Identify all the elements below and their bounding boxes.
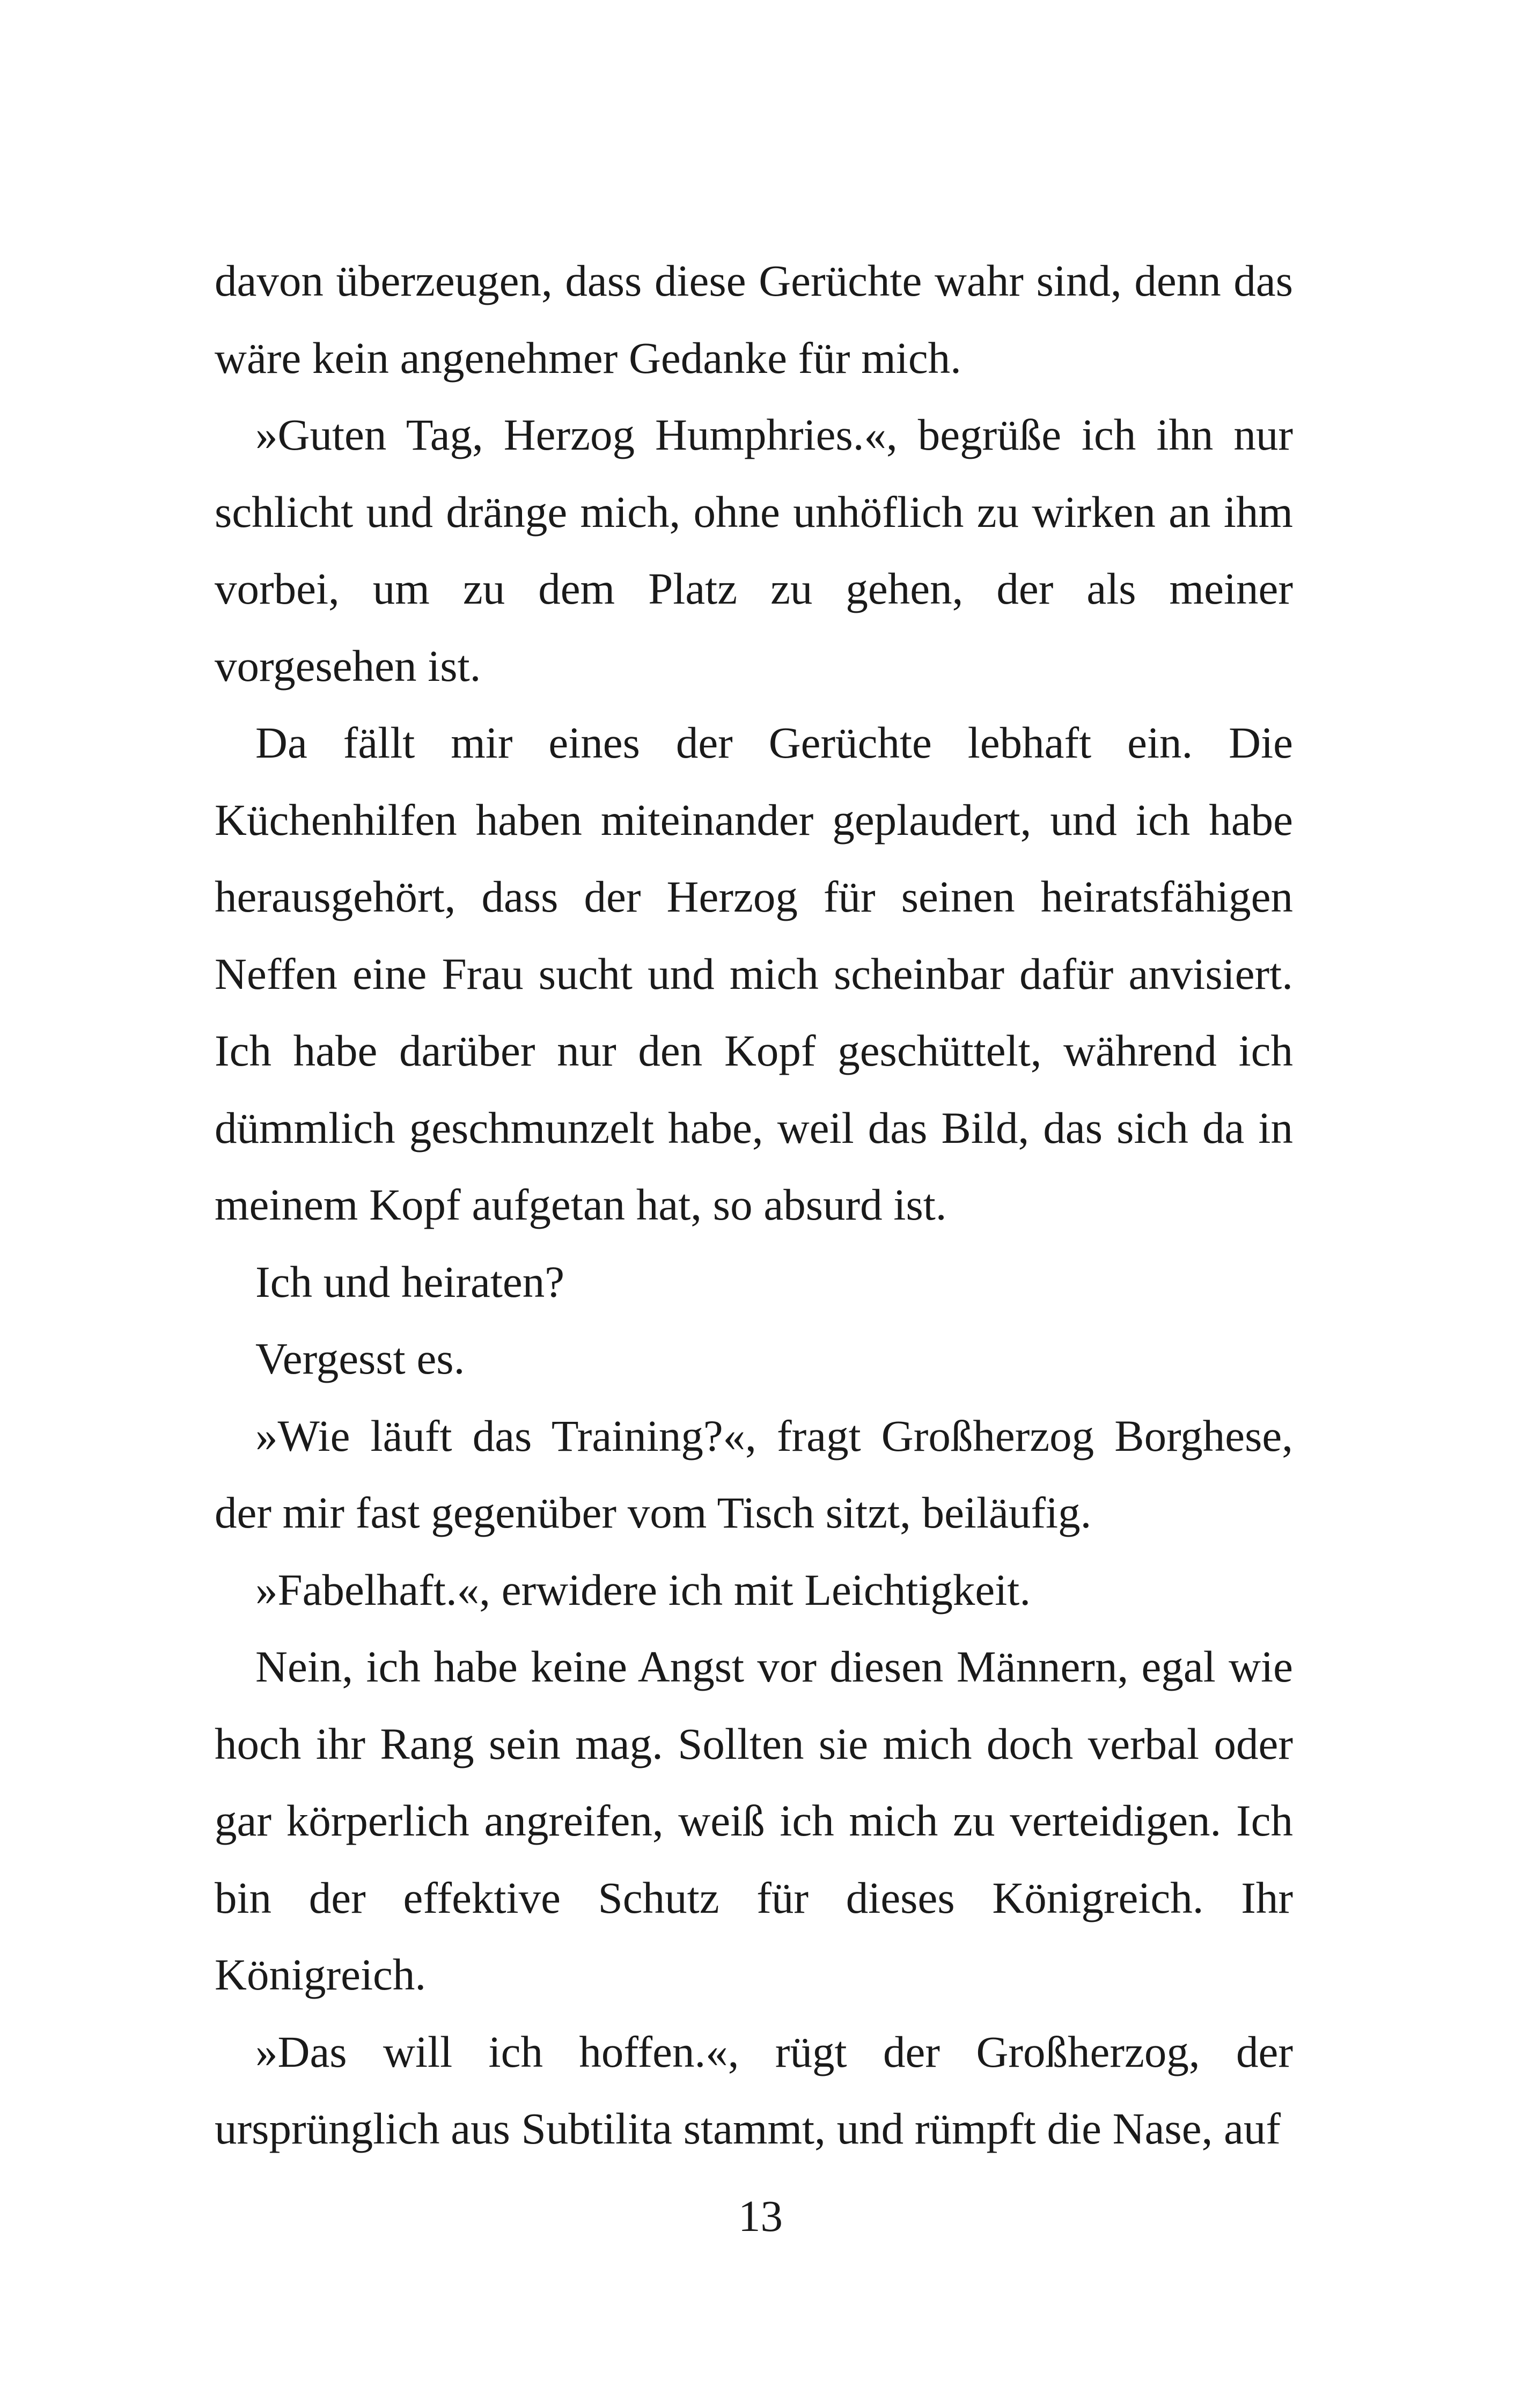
paragraph: »Guten Tag, Herzog Humphries.«, begrüße ich ihn nur schlicht und dränge mich, ohne unhöflich zu wirken an ihm vorbei, um zu dem Platz zu gehen, der als meiner vorgesehen ist.: [215, 410, 1293, 691]
page-number: 13: [738, 2191, 783, 2241]
paragraph: Nein, ich habe keine Angst vor diesen Männern, egal wie hoch ihr Rang sein mag. Sollten sie mich doch verbal oder gar körperlich angreifen, weiß ich mich zu verteidigen. Ich bin der effektive Schutz für dieses Königreich. Ihr Königreich.: [215, 1642, 1293, 1999]
paragraph: »Fabelhaft.«, erwidere ich mit Leichtigkeit.: [255, 1565, 1031, 1614]
body-text: [215, 243, 1293, 2168]
paragraph-continued: davon überzeugen, dass diese Gerüchte wahr sind, denn das wäre kein angenehmer Gedanke für mich.: [215, 256, 1293, 383]
paragraph: Vergesst es.: [255, 1334, 465, 1383]
paragraph: »Das will ich hoffen.«, rügt der Großherzog, der ursprünglich aus Subtilita stammt, und rümpft die Nase, auf: [215, 2027, 1293, 2153]
paragraph: »Wie läuft das Training?«, fragt Großherzog Borghese, der mir fast gegenüber vom Tisch sitzt, beiläufig.: [215, 1411, 1293, 1537]
paragraph: Ich und heiraten?: [255, 1257, 565, 1306]
paragraph: Da fällt mir eines der Gerüchte lebhaft ein. Die Küchenhilfen haben miteinander geplaudert, und ich habe herausgehört, dass der Herzog für seinen heiratsfähigen Neffen eine Frau sucht und mich scheinbar dafür anvisiert. Ich habe darüber nur den Kopf geschüttelt, während ich dümmlich geschmunzelt habe, weil das Bild, das sich da in meinem Kopf aufgetan hat, so absurd ist.: [215, 718, 1293, 1229]
